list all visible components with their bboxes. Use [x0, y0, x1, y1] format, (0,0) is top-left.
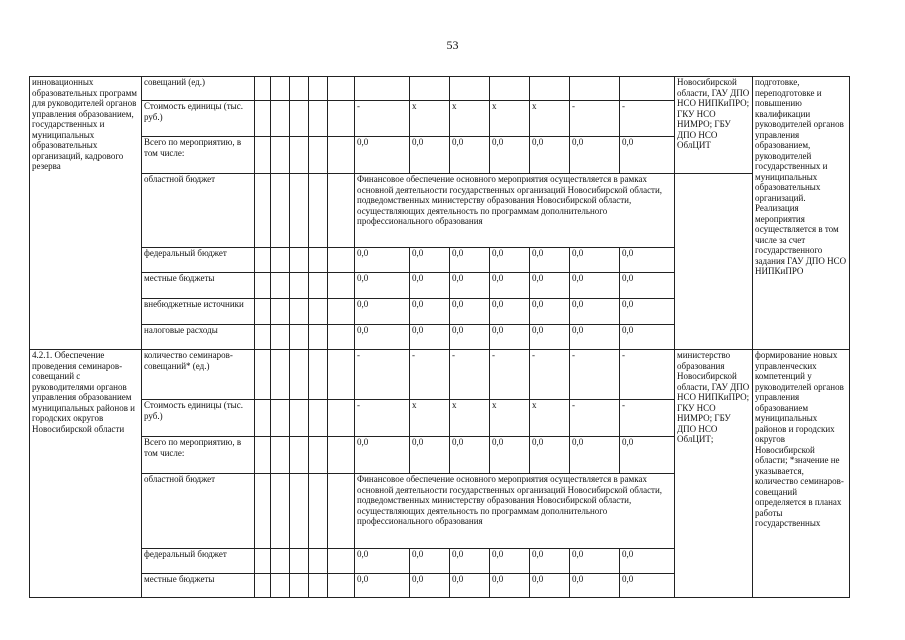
value-cell: 0,0: [620, 248, 675, 273]
row-label: местные бюджеты: [142, 574, 255, 598]
value-cell: 0,0: [410, 248, 450, 273]
value-cell: 0,0: [410, 574, 450, 598]
value-cell: 0,0: [450, 325, 490, 350]
value-cell: 0,0: [450, 273, 490, 299]
value-cell: 0,0: [530, 248, 570, 273]
cell-x: х: [410, 400, 450, 437]
activity-cell: 4.2.1. Обеспечение проведения семинаров-совещаний с руководителями органов управления образованием муниципальных районов и городских округов Новосибирской области: [30, 350, 142, 598]
value-cell: 0,0: [570, 273, 620, 299]
executor-cell: Новосибирской области, ГАУ ДПО НСО НИПКиПРО; ГКУ НСО НИМРО; ГБУ ДПО НСО ОблЦИТ: [675, 77, 753, 174]
value-cell: 0,0: [490, 273, 530, 299]
value-cell: 0,0: [490, 137, 530, 174]
value-cell: 0,0: [355, 299, 410, 325]
value-cell: 0,0: [530, 437, 570, 474]
cell-dash: -: [450, 350, 490, 400]
value-cell: 0,0: [570, 137, 620, 174]
row-label: федеральный бюджет: [142, 248, 255, 273]
value-cell: 0,0: [490, 549, 530, 574]
cell-dash: -: [620, 350, 675, 400]
value-cell: 0,0: [530, 273, 570, 299]
value-cell: 0,0: [355, 325, 410, 350]
value-cell: 0,0: [450, 299, 490, 325]
cell-x: х: [490, 101, 530, 137]
value-cell: 0,0: [620, 549, 675, 574]
value-cell: 0,0: [570, 299, 620, 325]
cell-dash: -: [530, 350, 570, 400]
row-label: областной бюджет: [142, 474, 255, 549]
table-row: [30, 77, 850, 101]
program-table: [29, 76, 850, 598]
value-cell: 0,0: [530, 299, 570, 325]
cell-x: х: [450, 400, 490, 437]
value-cell: 0,0: [410, 437, 450, 474]
value-cell: 0,0: [620, 273, 675, 299]
value-cell: 0,0: [450, 549, 490, 574]
value-cell: 0,0: [410, 325, 450, 350]
executor-cell: министерство образования Новосибирской области, ГАУ ДПО НСО НИПКиПРО; ГКУ НСО НИМРО; ГБУ ДПО НСО ОблЦИТ;: [675, 350, 753, 598]
cell-x: х: [530, 101, 570, 137]
cell-dash: -: [355, 101, 410, 137]
value-cell: 0,0: [530, 325, 570, 350]
value-cell: 0,0: [355, 437, 410, 474]
cell-dash: -: [620, 101, 675, 137]
page-number: 53: [446, 38, 459, 52]
table-row: [30, 350, 850, 400]
value-cell: 0,0: [490, 437, 530, 474]
value-cell: 0,0: [450, 248, 490, 273]
value-cell: 0,0: [490, 248, 530, 273]
value-cell: 0,0: [620, 437, 675, 474]
value-cell: 0,0: [450, 574, 490, 598]
executor-cell-continued: [675, 174, 753, 350]
table-row: [30, 174, 850, 248]
cell-x: х: [410, 101, 450, 137]
activity-cell: инновационных образовательных программ для руководителей органов управления образованием, государственных и муниципальных образовательных организаций, кадрового резерва: [30, 77, 142, 350]
value-cell: 0,0: [570, 325, 620, 350]
value-cell: 0,0: [355, 574, 410, 598]
row-label: местные бюджеты: [142, 273, 255, 299]
value-cell: 0,0: [410, 299, 450, 325]
value-cell: 0,0: [620, 137, 675, 174]
row-label: количество семинаров-совещаний* (ед.): [142, 350, 255, 400]
cell-dash: -: [490, 350, 530, 400]
value-cell: 0,0: [355, 549, 410, 574]
value-cell: 0,0: [570, 437, 620, 474]
value-cell: 0,0: [530, 574, 570, 598]
funding-note: Финансовое обеспечение основного мероприятия осуществляется в рамках основной деятельности государственных организаций Новосибирской области, подведомственных министерству образования Новосибирской области, осуществляющих деятельность по программам дополнительного профессионального образования: [355, 174, 675, 248]
row-label: налоговые расходы: [142, 325, 255, 350]
result-cell: подготовке, переподготовке и повышению квалификации руководителей органов управления образованием, руководителей государственных и муниципальных образовательных организаций. Реализация мероприятия осуществляется в том числе за счет государственного задания ГАУ ДПО НСО НИПКиПРО: [753, 77, 850, 350]
value-cell: 0,0: [530, 549, 570, 574]
value-cell: 0,0: [410, 273, 450, 299]
value-cell: 0,0: [355, 248, 410, 273]
cell-dash: -: [620, 400, 675, 437]
cell-x: х: [530, 400, 570, 437]
cell-dash: -: [410, 350, 450, 400]
row-label: совещаний (ед.): [142, 77, 255, 101]
row-label: Всего по мероприятию, в том числе:: [142, 437, 255, 474]
cell-dash: -: [355, 350, 410, 400]
value-cell: 0,0: [410, 137, 450, 174]
cell-dash: -: [570, 400, 620, 437]
row-label: областной бюджет: [142, 174, 255, 248]
row-label: Стоимость единицы (тыс. руб.): [142, 101, 255, 137]
cell-x: х: [450, 101, 490, 137]
value-cell: 0,0: [410, 549, 450, 574]
value-cell: 0,0: [450, 137, 490, 174]
value-cell: 0,0: [570, 248, 620, 273]
value-cell: 0,0: [620, 325, 675, 350]
value-cell: 0,0: [355, 273, 410, 299]
value-cell: 0,0: [450, 437, 490, 474]
value-cell: 0,0: [490, 325, 530, 350]
funding-note: Финансовое обеспечение основного мероприятия осуществляется в рамках основной деятельности государственных организаций Новосибирской области, подведомственных министерству образования Новосибирской области, осуществляющих деятельность по программам дополнительного профессионального образования: [355, 474, 675, 549]
row-label: федеральный бюджет: [142, 549, 255, 574]
cell-dash: -: [570, 101, 620, 137]
value-cell: 0,0: [490, 299, 530, 325]
value-cell: 0,0: [490, 574, 530, 598]
result-cell: формирование новых управленческих компетенций у руководителей органов управления образованием муниципальных районов и городских округов Новосибирской области; *значение не указывается, количество семинаров-совещаний определяется в планах работы государственных: [753, 350, 850, 598]
value-cell: 0,0: [530, 137, 570, 174]
cell-dash: -: [355, 400, 410, 437]
cell-dash: -: [570, 350, 620, 400]
value-cell: 0,0: [620, 574, 675, 598]
value-cell: 0,0: [355, 137, 410, 174]
row-label: Всего по мероприятию, в том числе:: [142, 137, 255, 174]
row-label: Стоимость единицы (тыс. руб.): [142, 400, 255, 437]
cell-x: х: [490, 400, 530, 437]
value-cell: 0,0: [570, 549, 620, 574]
value-cell: 0,0: [570, 574, 620, 598]
row-label: внебюджетные источники: [142, 299, 255, 325]
value-cell: 0,0: [620, 299, 675, 325]
